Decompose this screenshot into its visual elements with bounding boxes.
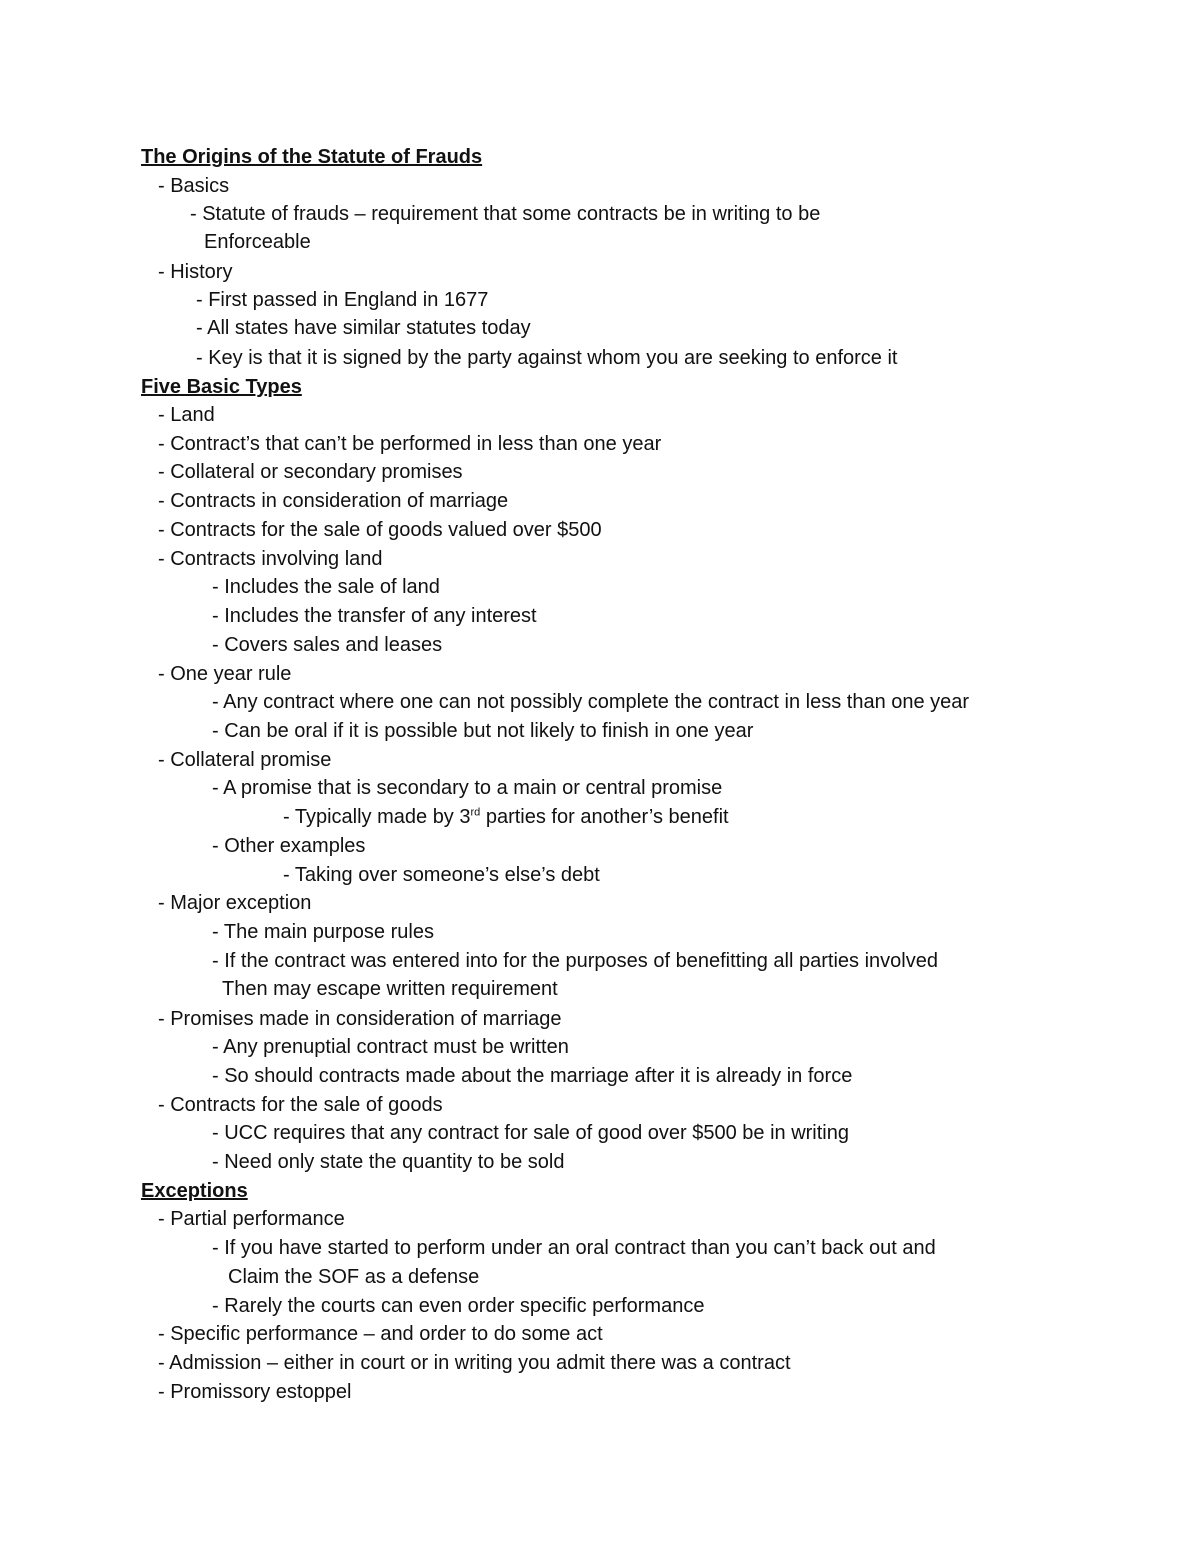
outline-item: - Need only state the quantity to be sold — [212, 1151, 565, 1173]
outline-continuation: Claim the SOF as a defense — [228, 1266, 480, 1288]
outline-item: - Collateral or secondary promises — [158, 461, 463, 483]
outline-item: - Promissory estoppel — [158, 1381, 352, 1403]
outline-item: - Contract’s that can’t be performed in less than one year — [158, 433, 662, 455]
section-heading: Exceptions — [141, 1180, 248, 1202]
outline-item: - All states have similar statutes today — [196, 317, 531, 339]
ordinal-superscript: rd — [470, 806, 481, 819]
outline-item: - Any contract where one can not possibly complete the contract in less than one year — [212, 691, 970, 713]
outline-text: parties for another’s benefit — [480, 806, 729, 828]
page-title: The Origins of the Statute of Frauds — [141, 146, 483, 168]
outline-continuation: Then may escape written requirement — [222, 978, 558, 1000]
outline-item: - Contracts for the sale of goods valued over $500 — [158, 519, 602, 541]
outline-item: - If you have started to perform under an oral contract than you can’t back out and — [212, 1237, 936, 1259]
outline-item: - Contracts in consideration of marriage — [158, 490, 509, 512]
outline-item: - Basics — [158, 175, 230, 197]
outline-item: - History — [158, 261, 233, 283]
outline-item: - Collateral promise — [158, 749, 332, 771]
outline-item: - Taking over someone’s else’s debt — [283, 864, 600, 886]
outline-item: - Contracts involving land — [158, 548, 383, 570]
outline-item: - Major exception — [158, 892, 312, 914]
outline-item: - Key is that it is signed by the party against whom you are seeking to enforce it — [196, 347, 898, 369]
outline-item: - So should contracts made about the marriage after it is already in force — [212, 1065, 853, 1087]
outline-continuation: Enforceable — [204, 231, 311, 253]
outline-item: - One year rule — [158, 663, 292, 685]
section-heading: Five Basic Types — [141, 376, 302, 398]
outline-item: - Specific performance – and order to do some act — [158, 1323, 603, 1345]
outline-text: - Typically made by 3 — [283, 806, 471, 828]
outline-item: - Partial performance — [158, 1208, 345, 1230]
outline-item: - Statute of frauds – requirement that some contracts be in writing to be — [190, 203, 821, 225]
outline-item: - Promises made in consideration of marriage — [158, 1008, 562, 1030]
outline-item: - Includes the transfer of any interest — [212, 605, 537, 627]
outline-item: - Covers sales and leases — [212, 634, 443, 656]
outline-item: - Admission – either in court or in writing you admit there was a contract — [158, 1352, 791, 1374]
outline-item: - The main purpose rules — [212, 921, 434, 943]
outline-item: - Rarely the courts can even order specific performance — [212, 1295, 705, 1317]
outline-item: - If the contract was entered into for the purposes of benefitting all parties involved — [212, 950, 938, 972]
outline-item: - Any prenuptial contract must be written — [212, 1036, 569, 1058]
outline-item: - UCC requires that any contract for sale of good over $500 be in writing — [212, 1122, 849, 1144]
outline-item: - First passed in England in 1677 — [196, 289, 489, 311]
outline-item — [283, 805, 729, 829]
outline-item: - Includes the sale of land — [212, 576, 440, 598]
outline-item: - Land — [158, 404, 215, 426]
outline-item: - Other examples — [212, 835, 366, 857]
outline-item: - A promise that is secondary to a main or central promise — [212, 777, 723, 799]
outline-item: - Can be oral if it is possible but not likely to finish in one year — [212, 720, 754, 742]
outline-item: - Contracts for the sale of goods — [158, 1094, 443, 1116]
